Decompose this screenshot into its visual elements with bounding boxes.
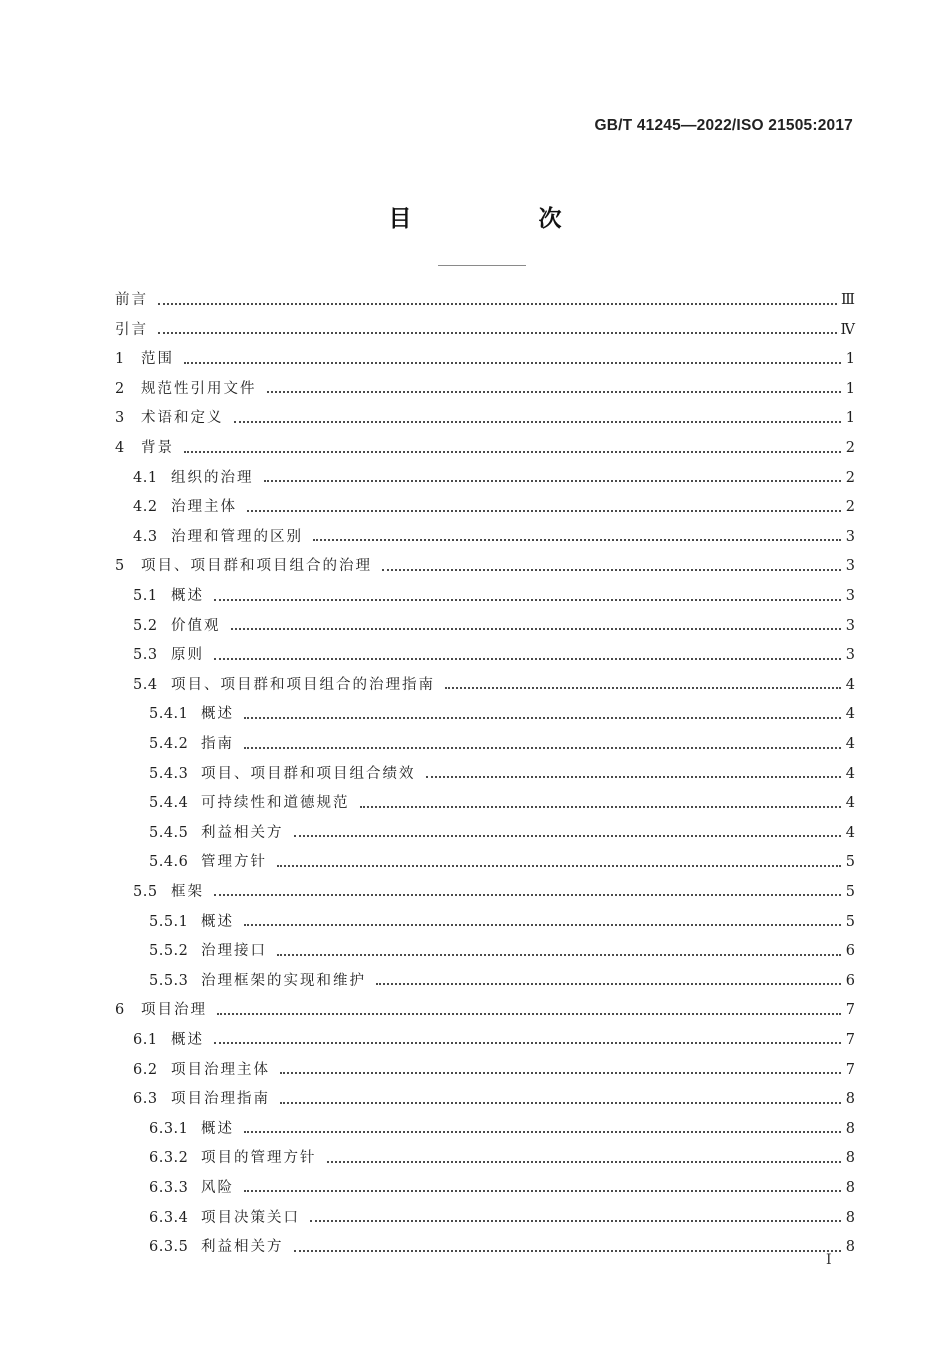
- toc-entry-number: 2: [115, 380, 125, 397]
- toc-entry-label: 管理方针: [201, 854, 267, 871]
- toc-dot-leader: [214, 894, 841, 896]
- toc-dot-leader: [445, 687, 841, 689]
- toc-entry[interactable]: [115, 633, 855, 663]
- toc-entry-label: 治理接口: [201, 943, 267, 960]
- toc-dot-leader: [280, 1102, 841, 1104]
- title-divider: [438, 265, 526, 266]
- toc-entry-label: 项目、项目群和项目组合绩效: [201, 765, 416, 782]
- toc-dot-leader: [244, 1190, 841, 1192]
- toc-entry-label: 利益相关方: [201, 1239, 284, 1256]
- toc-entry[interactable]: [115, 899, 855, 929]
- toc-entry-number: 5.4.4: [149, 795, 189, 812]
- toc-entry-page: 4: [845, 676, 855, 693]
- toc-entry[interactable]: [115, 692, 855, 722]
- toc-entry-label: 治理和管理的区别: [171, 528, 303, 545]
- page-number: I: [826, 1252, 832, 1268]
- toc-dot-leader: [376, 983, 841, 985]
- toc-entry[interactable]: [115, 1107, 855, 1137]
- toc-entry-number: 6.3.5: [149, 1239, 189, 1256]
- toc-entry-number: 5.2: [133, 617, 158, 634]
- toc-dot-leader: [277, 954, 841, 956]
- toc-entry[interactable]: [115, 1225, 855, 1255]
- toc-entry-page: 7: [845, 1061, 855, 1078]
- toc-entry[interactable]: [115, 544, 855, 574]
- toc-entry-label: 治理框架的实现和维护: [201, 972, 366, 989]
- toc-entry-number: 6.3.4: [149, 1209, 189, 1226]
- toc-entry-label: 引言: [115, 321, 148, 338]
- toc-entry-page: 3: [845, 617, 855, 634]
- toc-entry[interactable]: [115, 308, 855, 338]
- toc-entry[interactable]: [115, 988, 855, 1018]
- toc-entry-page: Ⅳ: [840, 321, 855, 338]
- toc-dot-leader: [231, 628, 842, 630]
- toc-entry-page: 1: [845, 410, 855, 427]
- toc-entry-label: 利益相关方: [201, 824, 284, 841]
- toc-entry-page: 7: [845, 1002, 855, 1019]
- toc-entry-label: 范围: [141, 351, 174, 368]
- toc-dot-leader: [244, 717, 841, 719]
- toc-entry[interactable]: [115, 840, 855, 870]
- toc-entry-label: 项目治理主体: [171, 1061, 270, 1078]
- toc-entry-number: 3: [115, 410, 125, 427]
- toc-entry[interactable]: [115, 929, 855, 959]
- toc-entry-label: 价值观: [171, 617, 221, 634]
- toc-dot-leader: [184, 451, 841, 453]
- toc-entry-page: 4: [845, 795, 855, 812]
- toc-entry-label: 项目决策关口: [201, 1209, 300, 1226]
- toc-entry-number: 5.4: [133, 676, 158, 693]
- toc-entry-label: 概述: [171, 1031, 204, 1048]
- toc-dot-leader: [214, 599, 841, 601]
- toc-entry[interactable]: [115, 1166, 855, 1196]
- toc-entry[interactable]: [115, 1077, 855, 1107]
- toc-dot-leader: [360, 806, 842, 808]
- toc-entry-page: 3: [845, 558, 855, 575]
- toc-entry-number: 5.1: [133, 588, 158, 605]
- toc-entry[interactable]: [115, 604, 855, 634]
- toc-entry-label: 规范性引用文件: [141, 380, 257, 397]
- toc-entry-label: 背景: [141, 440, 174, 457]
- toc-dot-leader: [244, 1131, 841, 1133]
- toc-entry-number: 5.5.1: [149, 913, 189, 930]
- toc-entry-number: 6.2: [133, 1061, 158, 1078]
- toc-dot-leader: [158, 303, 837, 305]
- toc-dot-leader: [214, 658, 841, 660]
- toc-entry-page: 4: [845, 736, 855, 752]
- toc-dot-leader: [327, 1161, 842, 1163]
- toc-dot-leader: [294, 1250, 842, 1252]
- toc-dot-leader: [426, 776, 842, 778]
- toc-entry[interactable]: [115, 396, 855, 426]
- toc-entry-number: 4: [115, 440, 125, 457]
- toc-entry[interactable]: [115, 781, 855, 811]
- toc-entry-label: 概述: [201, 913, 234, 930]
- toc-entry-label: 指南: [201, 736, 234, 752]
- toc-entry-number: 5: [115, 558, 125, 575]
- toc-entry-page: 1: [845, 380, 855, 397]
- toc-dot-leader: [217, 1013, 841, 1015]
- toc-entry-page: 8: [845, 1209, 855, 1226]
- toc-entry-number: 4.2: [133, 499, 158, 516]
- toc-entry-page: 6: [845, 972, 855, 989]
- toc-entry-label: 概述: [201, 706, 234, 723]
- toc-entry[interactable]: [115, 426, 855, 456]
- toc-entry[interactable]: [115, 663, 855, 693]
- toc-dot-leader: [280, 1072, 841, 1074]
- toc-entry-number: 5.5.2: [149, 943, 189, 960]
- toc-entry-page: 3: [845, 588, 855, 605]
- toc-entry-page: 2: [845, 440, 855, 457]
- toc-entry-label: 项目、项目群和项目组合的治理指南: [171, 676, 435, 693]
- toc-entry-label: 项目、项目群和项目组合的治理: [141, 558, 372, 575]
- toc-entry-number: 4.3: [133, 528, 158, 545]
- toc-entry-page: 8: [845, 1150, 855, 1167]
- toc-dot-leader: [214, 1042, 841, 1044]
- toc-entry-number: 1: [115, 351, 125, 368]
- table-of-contents: [115, 278, 855, 1255]
- toc-entry-label: 项目的管理方针: [201, 1150, 317, 1167]
- toc-entry[interactable]: [115, 1136, 855, 1166]
- toc-entry-number: 5.5: [133, 883, 158, 900]
- toc-entry-page: 2: [845, 469, 855, 486]
- toc-entry-page: 8: [845, 1120, 855, 1137]
- toc-dot-leader: [313, 539, 841, 541]
- toc-entry-number: 6.3.3: [149, 1179, 189, 1196]
- toc-entry-number: 5.5.3: [149, 972, 189, 989]
- toc-dot-leader: [267, 391, 842, 393]
- toc-dot-leader: [244, 924, 841, 926]
- toc-entry-label: 组织的治理: [171, 469, 254, 486]
- toc-dot-leader: [310, 1220, 841, 1222]
- toc-entry-number: 6: [115, 1002, 125, 1019]
- toc-dot-leader: [184, 362, 841, 364]
- toc-entry-number: 5.4.3: [149, 765, 189, 782]
- page-title: 目 次: [388, 205, 614, 232]
- toc-entry[interactable]: [115, 1195, 855, 1225]
- toc-entry-page: 8: [845, 1239, 855, 1256]
- toc-entry[interactable]: [115, 337, 855, 367]
- toc-entry[interactable]: [115, 959, 855, 989]
- toc-entry-label: 项目治理: [141, 1002, 207, 1019]
- toc-entry-label: 风险: [201, 1179, 234, 1196]
- toc-entry-page: 8: [845, 1091, 855, 1108]
- toc-dot-leader: [244, 747, 841, 749]
- toc-entry-page: 5: [845, 913, 855, 930]
- toc-entry[interactable]: [115, 752, 855, 782]
- toc-entry[interactable]: [115, 367, 855, 397]
- toc-entry-page: 5: [845, 854, 855, 871]
- toc-entry-label: 可持续性和道德规范: [201, 795, 350, 812]
- toc-entry-page: 3: [845, 647, 855, 664]
- toc-entry[interactable]: [115, 722, 855, 752]
- toc-entry-number: 6.3: [133, 1091, 158, 1108]
- toc-entry-page: 7: [845, 1031, 855, 1048]
- toc-entry-label: 原则: [171, 647, 204, 664]
- toc-entry[interactable]: [115, 278, 855, 308]
- toc-dot-leader: [382, 569, 841, 571]
- toc-entry[interactable]: [115, 1047, 855, 1077]
- toc-entry-page: Ⅲ: [841, 292, 855, 309]
- toc-dot-leader: [234, 421, 842, 423]
- toc-entry-number: 5.4.2: [149, 736, 189, 752]
- toc-entry-number: 5.4.6: [149, 854, 189, 871]
- toc-dot-leader: [264, 480, 842, 482]
- toc-entry-page: 8: [845, 1179, 855, 1196]
- toc-entry-label: 概述: [171, 588, 204, 605]
- toc-entry-label: 框架: [171, 883, 204, 900]
- toc-entry-page: 4: [845, 706, 855, 723]
- toc-entry-label: 项目治理指南: [171, 1091, 270, 1108]
- toc-entry[interactable]: [115, 811, 855, 841]
- toc-entry-number: 5.4.1: [149, 706, 189, 723]
- toc-entry[interactable]: [115, 870, 855, 900]
- toc-entry-page: 3: [845, 528, 855, 545]
- toc-entry-number: 4.1: [133, 469, 158, 486]
- toc-entry-number: 6.1: [133, 1031, 158, 1048]
- toc-entry-label: 治理主体: [171, 499, 237, 516]
- toc-entry-label: 概述: [201, 1120, 234, 1137]
- toc-entry-number: 5.3: [133, 647, 158, 664]
- toc-entry-number: 6.3.1: [149, 1120, 189, 1137]
- toc-entry[interactable]: [115, 485, 855, 515]
- toc-entry-page: 4: [845, 765, 855, 782]
- toc-entry[interactable]: [115, 456, 855, 486]
- toc-entry-number: 5.4.5: [149, 824, 189, 841]
- standard-number: GB/T 41245—2022/ISO 21505:2017: [594, 117, 853, 134]
- toc-dot-leader: [277, 865, 841, 867]
- toc-entry-page: 1: [845, 351, 855, 368]
- toc-entry[interactable]: [115, 515, 855, 545]
- toc-dot-leader: [247, 510, 841, 512]
- toc-entry-page: 6: [845, 943, 855, 960]
- toc-dot-leader: [158, 332, 837, 334]
- toc-entry-page: 2: [845, 499, 855, 516]
- toc-entry-page: 4: [845, 824, 855, 841]
- toc-entry-label: 术语和定义: [141, 410, 224, 427]
- toc-entry[interactable]: [115, 574, 855, 604]
- toc-entry-number: 6.3.2: [149, 1150, 189, 1167]
- toc-entry[interactable]: [115, 1018, 855, 1048]
- toc-entry-label: 前言: [115, 292, 148, 309]
- toc-entry-page: 5: [845, 883, 855, 900]
- toc-dot-leader: [294, 835, 842, 837]
